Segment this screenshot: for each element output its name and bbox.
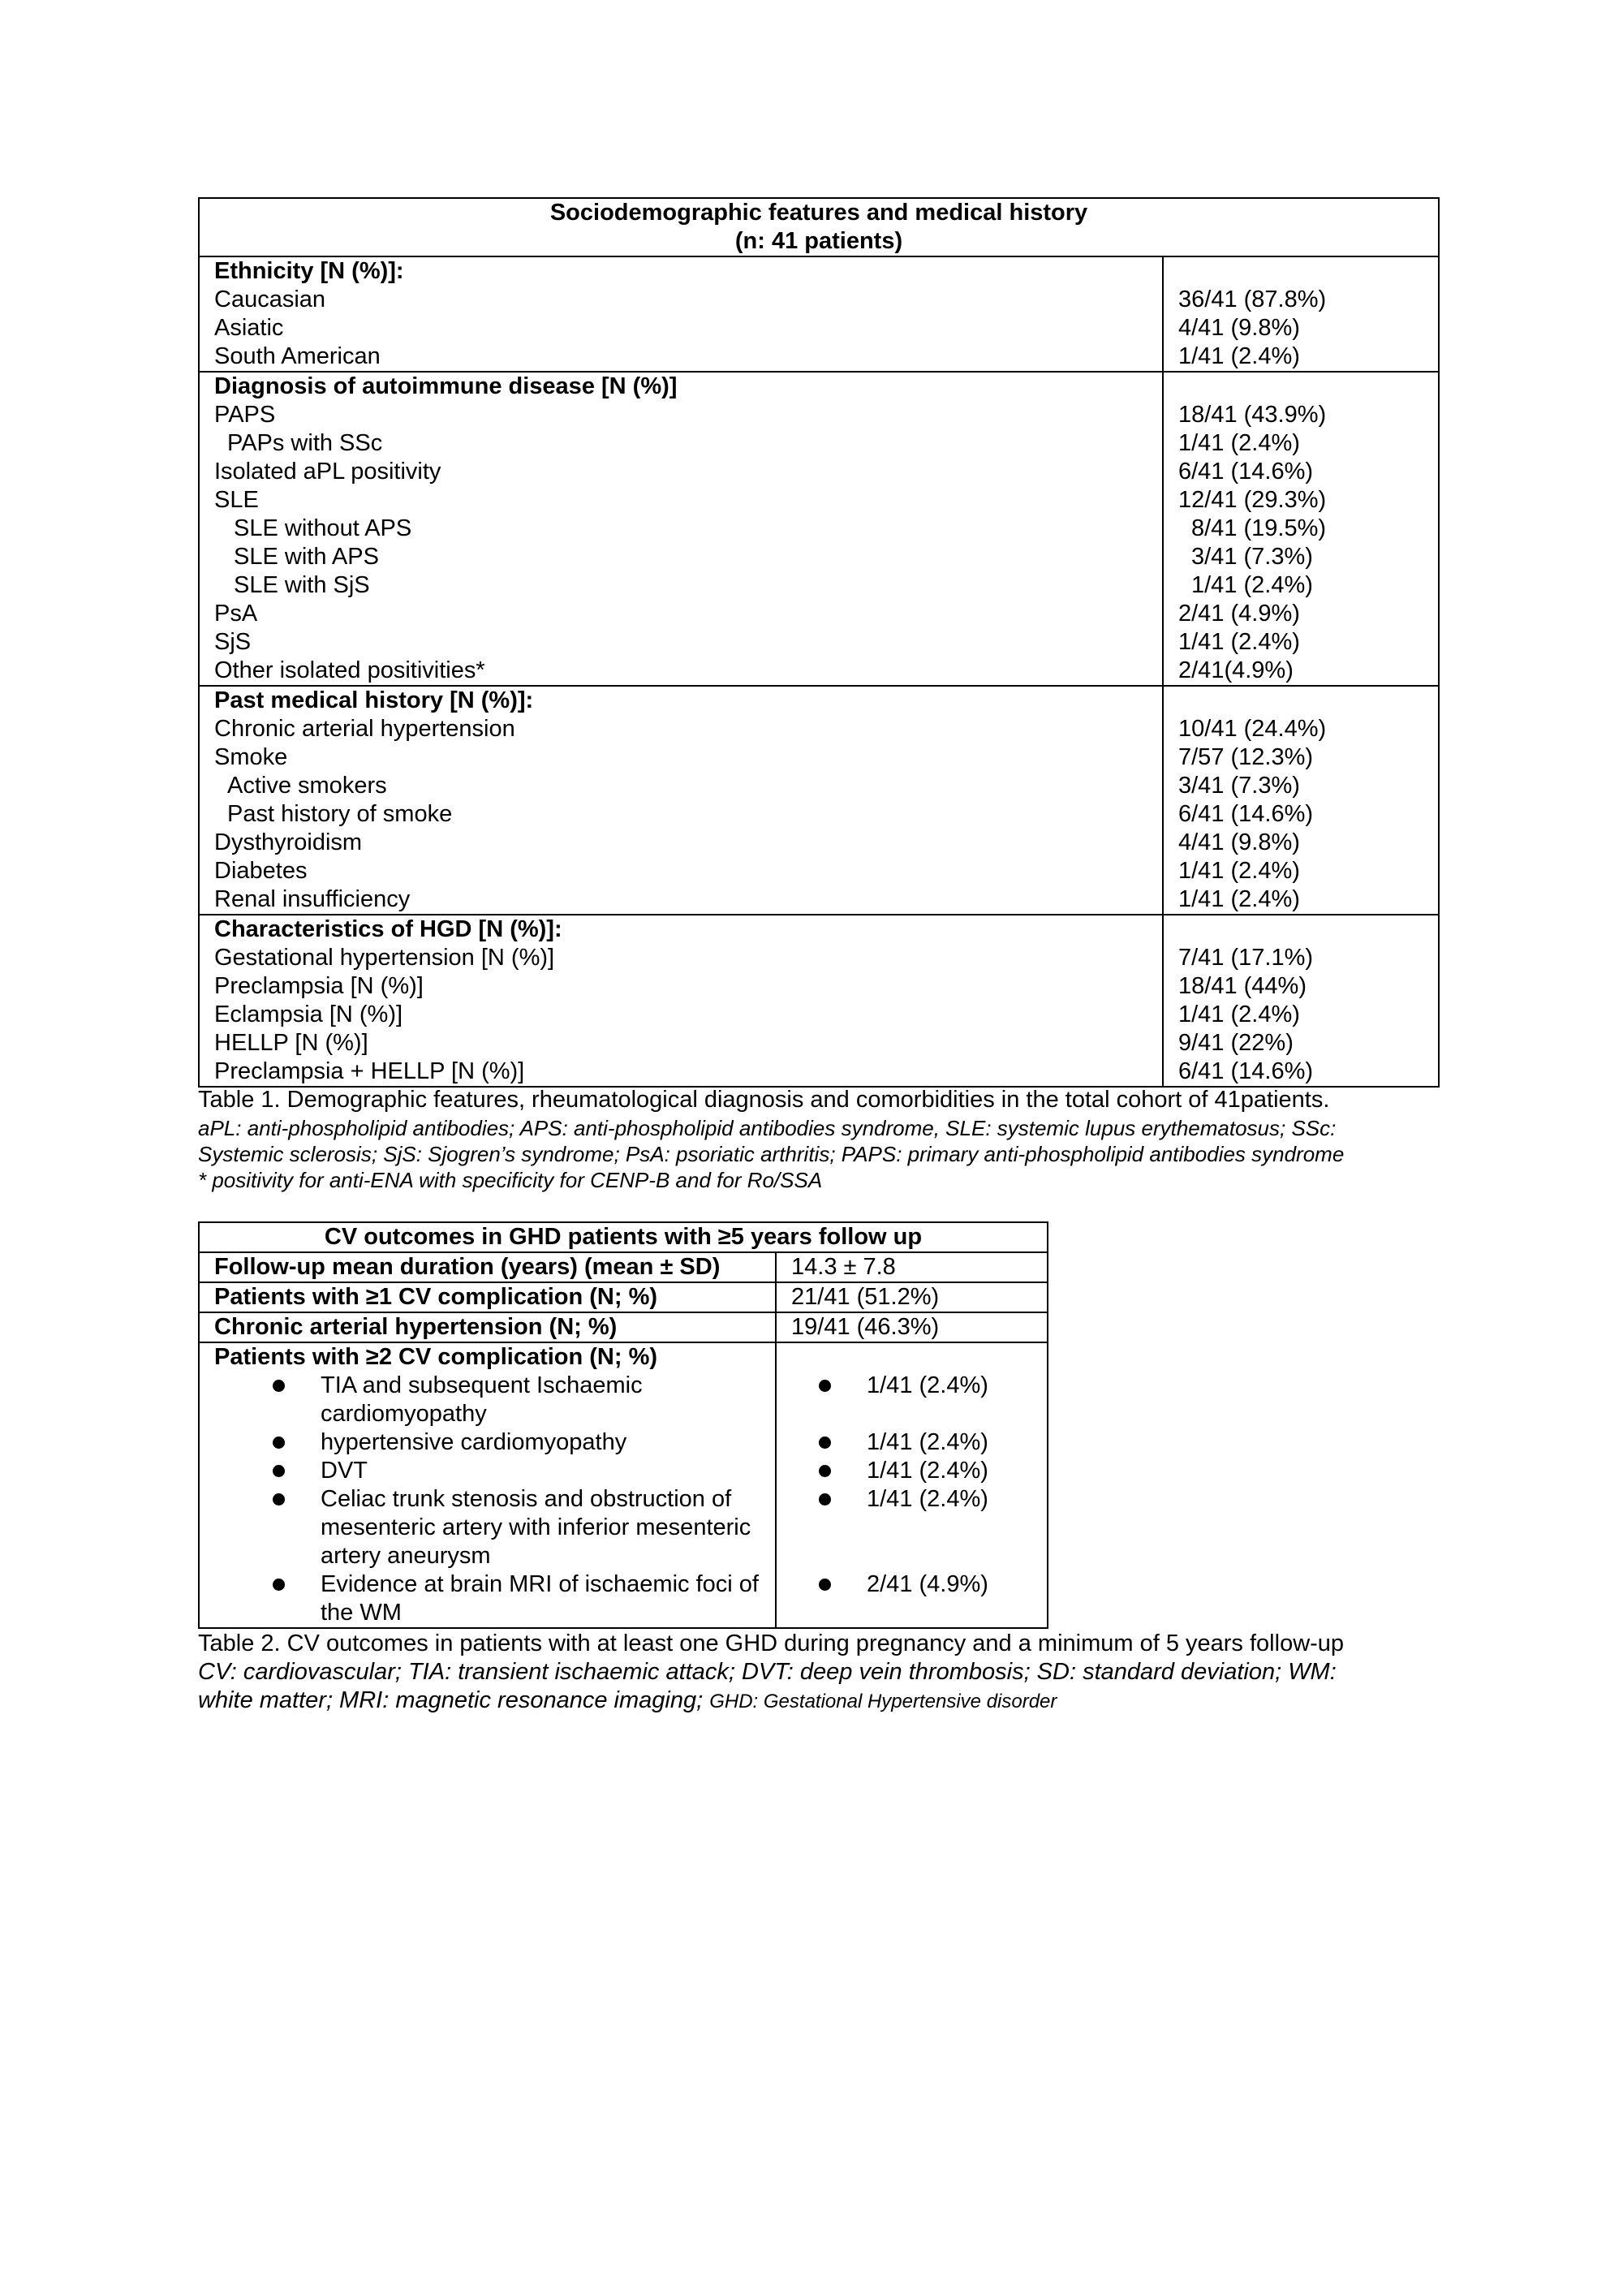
row-value: 6/41 (14.6%) — [1178, 459, 1314, 485]
row-value: 19/41 (46.3%) — [776, 1312, 1048, 1342]
row-label: Smoke — [214, 744, 288, 770]
row-label: Caucasian — [214, 286, 326, 312]
table2-note-1: CV: cardiovascular; TIA: transient ischaemic attack; DVT: deep vein thrombosis; SD: standard deviation; WM: — [198, 1659, 1337, 1685]
row-label: South American — [214, 343, 381, 369]
list-item-value — [777, 1485, 1047, 1570]
row-label: HELLP [N (%)] — [214, 1030, 368, 1056]
table1-section-ethnicity — [199, 256, 1439, 372]
row-value: 10/41 (24.4%) — [1178, 716, 1327, 742]
list-item — [214, 1372, 775, 1428]
item-value: 1/41 (2.4%) — [867, 1372, 988, 1398]
table-row-multi-complications — [199, 1342, 1048, 1628]
bullet-icon — [819, 1380, 831, 1392]
bullet-icon — [273, 1493, 285, 1506]
row-value: 4/41 (9.8%) — [1178, 829, 1300, 855]
table2-note-2 — [198, 1686, 1057, 1716]
table1-header-subtitle: (n: 41 patients) — [734, 228, 903, 254]
table1-caption: Table 1. Demographic features, rheumatological diagnosis and comorbidities in the total cohort of 41patients. — [198, 1087, 1330, 1113]
row-label: Follow-up mean duration (years) (mean ± SD) — [199, 1252, 776, 1282]
table-row — [199, 1282, 1048, 1312]
row-label: Chronic arterial hypertension (N; %) — [199, 1312, 776, 1342]
row-value: 36/41 (87.8%) — [1178, 286, 1327, 312]
bullet-icon — [273, 1465, 285, 1477]
row-value: 8/41 (19.5%) — [1191, 515, 1327, 541]
list-item — [214, 1485, 775, 1570]
section-title: Ethnicity [N (%)]: — [214, 258, 404, 284]
row-value: 1/41 (2.4%) — [1178, 343, 1300, 369]
table1-header-title: Sociodemographic features and medical history — [549, 200, 1088, 226]
row-value: 1/41 (2.4%) — [1178, 430, 1300, 456]
row-label: PAPs with SSc — [227, 430, 383, 456]
row-label: Preclampsia + HELLP [N (%)] — [214, 1058, 525, 1084]
row-value: 9/41 (22%) — [1178, 1030, 1294, 1056]
row-label: Past history of smoke — [227, 801, 453, 827]
row-value: 4/41 (9.8%) — [1178, 315, 1300, 341]
row-value: 2/41 (4.9%) — [1178, 601, 1300, 627]
table1-note-1: aPL: anti-phospholipid antibodies; APS: anti-phospholipid antibodies syndrome, SLE: systemic lupus erythematosus; SSc: — [198, 1116, 1337, 1140]
row-label: Renal insufficiency — [214, 886, 411, 912]
row-value: 3/41 (7.3%) — [1191, 544, 1313, 570]
list-item-value — [777, 1570, 1047, 1599]
item-label: hypertensive cardiomyopathy — [321, 1429, 627, 1455]
row-label: Dysthyroidism — [214, 829, 363, 855]
bullet-icon — [819, 1465, 831, 1477]
section-title: Characteristics of HGD [N (%)]: — [214, 916, 562, 942]
table-row — [199, 1252, 1048, 1282]
row-label: PsA — [214, 601, 258, 627]
row-label: SLE with APS — [234, 544, 379, 570]
row-label: Eclampsia [N (%)] — [214, 1002, 403, 1027]
bullet-icon — [273, 1437, 285, 1449]
table1-note-3: * positivity for anti-ENA with specificity for CENP-B and for Ro/SSA — [198, 1168, 823, 1192]
item-value: 2/41 (4.9%) — [867, 1571, 988, 1597]
list-item-value — [777, 1428, 1047, 1457]
bullet-icon — [819, 1579, 831, 1591]
list-item — [214, 1457, 775, 1485]
row-value: 3/41 (7.3%) — [1178, 773, 1300, 799]
row-label: PAPS — [214, 402, 276, 428]
row-label: Isolated aPL positivity — [214, 459, 441, 485]
item-label: Celiac trunk stenosis and obstruction of mesenteric artery with inferior mesenteric artery aneurysm — [321, 1486, 751, 1569]
table2-note-2-main: white matter; MRI: magnetic resonance imaging; — [198, 1687, 704, 1713]
row-value: 18/41 (44%) — [1178, 973, 1307, 999]
row-value: 7/57 (12.3%) — [1178, 744, 1314, 770]
table2-note-2-small: GHD: Gestational Hypertensive disorder — [709, 1691, 1057, 1712]
row-value: 1/41 (2.4%) — [1178, 886, 1300, 912]
row-label: Preclampsia [N (%)] — [214, 973, 424, 999]
row-value: 1/41 (2.4%) — [1178, 1002, 1300, 1027]
section-title: Past medical history [N (%)]: — [214, 687, 534, 713]
table2-title: CV outcomes in GHD patients with ≥5 years follow up — [199, 1222, 1048, 1252]
row-value: 7/41 (17.1%) — [1178, 945, 1314, 971]
list-item — [214, 1570, 775, 1627]
table-row — [199, 1312, 1048, 1342]
list-item — [214, 1428, 775, 1457]
table2-caption: Table 2. CV outcomes in patients with at least one GHD during pregnancy and a minimum of 5 years follow-up — [198, 1630, 1345, 1656]
table1-section-hgd — [199, 915, 1439, 1087]
bullet-icon — [273, 1579, 285, 1591]
row-label: Active smokers — [227, 773, 387, 799]
multi-complication-title: Patients with ≥2 CV complication (N; %) — [214, 1344, 658, 1370]
row-value: 1/41 (2.4%) — [1178, 858, 1300, 884]
row-value: 18/41 (43.9%) — [1178, 402, 1327, 428]
row-label: Gestational hypertension [N (%)] — [214, 945, 555, 971]
table-sociodemographic — [198, 197, 1440, 1088]
item-label: DVT — [321, 1458, 368, 1484]
row-value: 12/41 (29.3%) — [1178, 487, 1327, 513]
row-label: Other isolated positivities* — [214, 657, 485, 683]
row-label: Diabetes — [214, 858, 308, 884]
table1-section-past-history — [199, 686, 1439, 915]
item-label: TIA and subsequent Ischaemic cardiomyopathy — [321, 1372, 643, 1427]
bullet-icon — [819, 1493, 831, 1506]
row-label: SLE with SjS — [234, 572, 370, 598]
item-value: 1/41 (2.4%) — [867, 1458, 988, 1484]
item-value: 1/41 (2.4%) — [867, 1486, 988, 1512]
item-value: 1/41 (2.4%) — [867, 1429, 988, 1455]
row-value: 21/41 (51.2%) — [776, 1282, 1048, 1312]
section-title: Diagnosis of autoimmune disease [N (%)] — [214, 373, 678, 399]
row-label: SjS — [214, 629, 252, 655]
table-cv-outcomes — [198, 1221, 1048, 1629]
row-value: 1/41 (2.4%) — [1191, 572, 1313, 598]
row-label: SLE without APS — [234, 515, 412, 541]
row-label: SLE — [214, 487, 259, 513]
row-value: 6/41 (14.6%) — [1178, 801, 1314, 827]
row-label: Asiatic — [214, 315, 284, 341]
row-label: Patients with ≥1 CV complication (N; %) — [199, 1282, 776, 1312]
list-item-value — [777, 1372, 1047, 1428]
row-value: 6/41 (14.6%) — [1178, 1058, 1314, 1084]
table1-section-diagnosis — [199, 372, 1439, 686]
table1-header — [199, 198, 1439, 256]
bullet-icon — [819, 1437, 831, 1449]
bullet-icon — [273, 1380, 285, 1392]
row-value: 2/41(4.9%) — [1178, 657, 1294, 683]
row-label: Chronic arterial hypertension — [214, 716, 515, 742]
table1-note-2: Systemic sclerosis; SjS: Sjogren’s syndrome; PsA: psoriatic arthritis; PAPS: primary anti-phospholipid antibodies syndrome — [198, 1142, 1345, 1166]
row-value: 1/41 (2.4%) — [1178, 629, 1300, 655]
item-label: Evidence at brain MRI of ischaemic foci of the WM — [321, 1571, 759, 1626]
list-item-value — [777, 1457, 1047, 1485]
row-value: 14.3 ± 7.8 — [776, 1252, 1048, 1282]
